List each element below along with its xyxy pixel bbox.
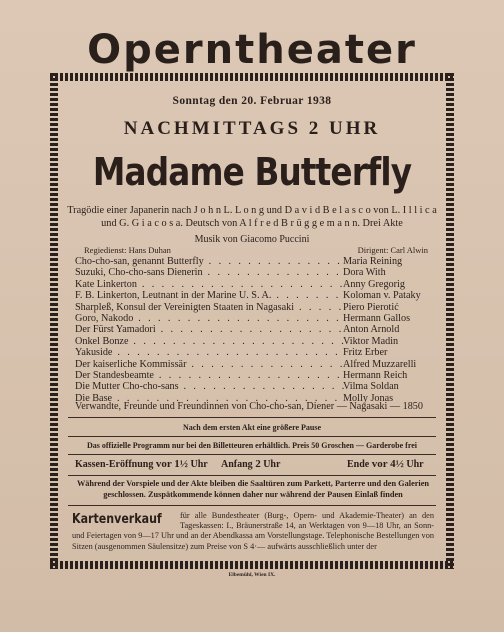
cast-actor: Anny Gregorig [343, 278, 405, 290]
program-note: Das offizielle Programm nur bei den Billetteuren erhältlich. Preis 50 Groschen — Garderobe frei [86, 441, 418, 450]
cast-row [75, 290, 445, 301]
cast-role: Die Mutter Cho-cho-sans . . . [75, 381, 345, 392]
cast-role: Der Standesbeamte . . . [75, 370, 345, 381]
frame-bottom [50, 561, 454, 569]
cast-actor: Koloman v. Pataky [343, 290, 421, 302]
cast-list [75, 256, 445, 404]
cast-role: Yakuside . . . [75, 347, 345, 358]
performance-time: NACHMITTAGS 2 UHR [123, 118, 381, 139]
divider [68, 475, 436, 476]
work-title: Madame Butterfly [92, 150, 412, 194]
intermission-note: Nach dem ersten Akt eine größere Pause [182, 423, 322, 432]
end-time: Ende vor 4½ Uhr [347, 458, 424, 470]
divider [68, 505, 436, 506]
cast-row [75, 256, 445, 267]
ticket-sales-block [72, 511, 434, 552]
box-office-opening: Kassen-Eröffnung vor 1½ Uhr [75, 458, 208, 470]
cast-actor: Maria Reining [343, 256, 403, 267]
cast-role: Onkel Bonze . . . [75, 336, 345, 347]
cast-actor: Vilma Soldan [343, 381, 399, 393]
late-entry-notice: Während der Vorspiele und der Akte bleiben die Saaltüren zum Parkett, Parterre und den Galerien geschlossen. Zuspätkommende können daher nur während der Pausen Einlaß finden [76, 479, 430, 499]
theatre-name: Operntheater [87, 27, 417, 73]
cast-actor: Alfred Muzzarelli [343, 358, 417, 370]
frame-top [50, 73, 454, 81]
cast-actor: Viktor Madin [343, 335, 399, 347]
start-time: Anfang 2 Uhr [221, 458, 281, 470]
cast-role: Cho-cho-san, genannt Butterfly . . . [75, 256, 345, 267]
cast-row [75, 336, 445, 347]
stage-director: Regiedienst: Hans Duhan [84, 245, 171, 255]
cast-actor: Piero Pierotić [343, 301, 399, 313]
cast-role: F. B. Linkerton, Leutnant in der Marine U. S. A. . . . [75, 290, 345, 301]
ticket-sales-heading: Kartenverkauf [72, 512, 162, 527]
cast-role: Sharpleß, Konsul der Vereinigten Staaten in Nagasaki . . . [75, 302, 345, 313]
cast-role: Kate Linkerton . . . [75, 279, 345, 290]
cast-actor: Hermann Reich [343, 369, 408, 381]
printer-imprint: Elbemühl, Wien IX. [228, 572, 276, 578]
composer-line: Musik von Giacomo Puccini [194, 234, 310, 245]
divider [68, 454, 436, 455]
conductor: Dirigent: Carl Alwin [357, 245, 428, 255]
cast-actor: Hermann Gallos [343, 312, 411, 324]
cast-row [75, 347, 445, 358]
cast-actor: Fritz Erber [343, 347, 388, 359]
cast-row [75, 302, 445, 313]
cast-row [75, 267, 445, 278]
divider [68, 436, 436, 437]
cast-role: Die Base . . . [75, 393, 345, 404]
cast-row [75, 279, 445, 290]
ticket-sales-text: für alle Bundestheater (Burg-, Opern- und Akademie-Theater) an den Tageskassen: I., Bräunerstraße 14, an Werktagen von 9—18 Uhr, an Sonn- und Feiertagen von 9—17 Uhr und an der Abendkassa am Vorstellungstage. Telephonische Bestellungen von Sitzen (ausgenommen Säulensitze) zum Preise von S 4·— aufwärts ausschließlich unter der [72, 511, 434, 551]
cast-role: Goro, Nakodo . . . [75, 313, 345, 324]
cast-role: Der Fürst Yamadori . . . [75, 324, 345, 335]
cast-row [75, 370, 445, 381]
performance-date: Sonntag den 20. Februar 1938 [172, 95, 332, 107]
cast-row [75, 359, 445, 370]
divider [68, 417, 436, 418]
ensemble-line: Verwandte, Freunde und Freundinnen von Cho-cho-san, Diener — Nagasaki — 1850 [75, 401, 423, 412]
cast-actor: Molly Jonas [343, 392, 394, 404]
cast-role: Suzuki, Cho-cho-sans Dienerin . . . [75, 267, 345, 278]
cast-role: Der kaiserliche Kommissär . . . [75, 359, 345, 370]
cast-row [75, 381, 445, 392]
cast-actor: Dora With [343, 267, 386, 279]
work-subtitle: Tragödie einer Japanerin nach J o h n L. L o n g und D a v i d B e l a s c o von L. I l l i c a und G. G i a c o s a. Deutsch von A l f r e d B r ü g g e m a n n. Drei Akte [67, 205, 437, 229]
cast-row [75, 324, 445, 335]
cast-row [75, 313, 445, 324]
cast-actor: Anton Arnold [343, 324, 400, 336]
